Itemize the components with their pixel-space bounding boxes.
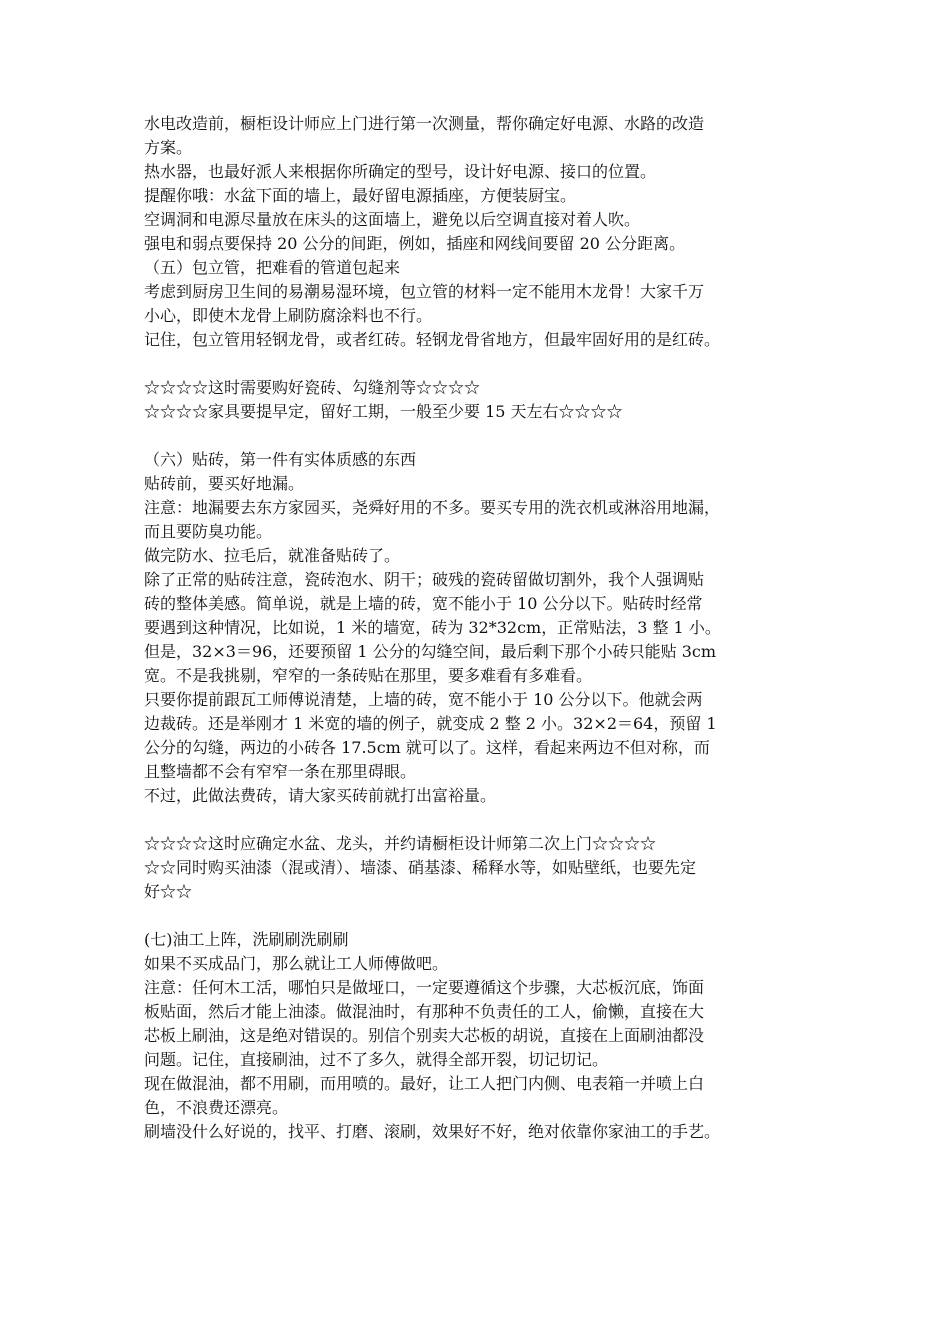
text-line: 热水器，也最好派人来根据你所确定的型号，设计好电源、接口的位置。 (144, 162, 657, 181)
blank-line (144, 352, 812, 376)
starred-note: ☆☆☆☆家具要提早定，留好工期，一般至少要 15 天左右☆☆☆☆ (144, 402, 623, 421)
text-line: 记住，包立管用轻钢龙骨，或者红砖。轻钢龙骨省地方，但最牢固好用的是红砖。 (144, 330, 721, 349)
text-line: 且整墙都不会有窄窄一条在那里碍眼。 (144, 762, 417, 781)
blank-line (144, 424, 812, 448)
text-line: 而且要防臭功能。 (144, 522, 273, 541)
text-line: 边裁砖。还是举刚才 1 米宽的墙的例子，就变成 2 整 2 小。32×2＝64，预留 1 (144, 714, 717, 733)
text-line: 只要你提前跟瓦工师傅说清楚，上墙的砖，宽不能小于 10 公分以下。他就会两 (144, 690, 703, 709)
text-line: 砖的整体美感。简单说，就是上墙的砖，宽不能小于 10 公分以下。贴砖时经常 (144, 594, 703, 613)
starred-note: ☆☆☆☆这时需要购好瓷砖、勾缝剂等☆☆☆☆ (144, 378, 481, 397)
text-line: 现在做混油，都不用刷，而用喷的。最好，让工人把门内侧、电表箱一并喷上白 (144, 1074, 705, 1093)
text-line: 色，不浪费还漂亮。 (144, 1098, 289, 1117)
text-line: 考虑到厨房卫生间的易潮易湿环境，包立管的材料一定不能用木龙骨！大家千万 (144, 282, 705, 301)
starred-note: 好☆☆ (144, 882, 193, 901)
text-line: 水电改造前，橱柜设计师应上门进行第一次测量，帮你确定好电源、水路的改造 (144, 114, 705, 133)
blank-line (144, 904, 812, 928)
text-line: 板贴面，然后才能上油漆。做混油时，有那种不负责任的工人，偷懒，直接在大 (144, 1002, 705, 1021)
text-line: 如果不买成品门，那么就让工人师傅做吧。 (144, 954, 449, 973)
text-line: 除了正常的贴砖注意，瓷砖泡水、阴干；破残的瓷砖留做切割外，我个人强调贴 (144, 570, 705, 589)
text-line: 提醒你哦：水盆下面的墙上，最好留电源插座，方便装厨宝。 (144, 186, 577, 205)
text-line: 不过，此做法费砖，请大家买砖前就打出富裕量。 (144, 786, 497, 805)
section-heading: （五）包立管，把难看的管道包起来 (144, 258, 401, 277)
text-line: 芯板上刷油，这是绝对错误的。别信个别卖大芯板的胡说，直接在上面刷油都没 (144, 1026, 705, 1045)
text-line: 注意：地漏要去东方家园买，尧舜好用的不多。要买专用的洗衣机或淋浴用地漏， (144, 498, 721, 517)
blank-line (144, 808, 812, 832)
starred-note: ☆☆☆☆这时应确定水盆、龙头，并约请橱柜设计师第二次上门☆☆☆☆ (144, 834, 657, 853)
text-line: 但是，32×3＝96，还要预留 1 公分的勾缝空间，最后剩下那个小砖只能贴 3cm (144, 642, 717, 661)
text-line: 刷墙没什么好说的，找平、打磨、滚刷，效果好不好，绝对依靠你家油工的手艺。 (144, 1122, 721, 1141)
text-line: 方案。 (144, 138, 193, 157)
section-heading: （六）贴砖，第一件有实体质感的东西 (144, 450, 417, 469)
document-body (144, 112, 812, 1144)
text-line: 要遇到这种情况，比如说，1 米的墙宽，砖为 32*32cm，正常贴法，3 整 1 小。 (144, 618, 721, 637)
starred-note: ☆☆同时购买油漆（混或清）、墙漆、硝基漆、稀释水等，如贴壁纸，也要先定 (144, 858, 697, 877)
section-heading: (七)油工上阵，洗刷刷洗刷刷 (144, 930, 349, 949)
text-line: 小心，即使木龙骨上刷防腐涂料也不行。 (144, 306, 433, 325)
text-line: 公分的勾缝，两边的小砖各 17.5cm 就可以了。这样，看起来两边不但对称，而 (144, 738, 710, 757)
text-line: 注意：任何木工活，哪怕只是做垭口，一定要遵循这个步骤，大芯板沉底，饰面 (144, 978, 705, 997)
text-line: 贴砖前，要买好地漏。 (144, 474, 305, 493)
text-line: 宽。不是我挑剔，窄窄的一条砖贴在那里，要多难看有多难看。 (144, 666, 593, 685)
text-line: 做完防水、拉毛后，就准备贴砖了。 (144, 546, 401, 565)
text-line: 问题。记住，直接刷油，过不了多久，就得全部开裂，切记切记。 (144, 1050, 609, 1069)
text-line: 空调洞和电源尽量放在床头的这面墙上，避免以后空调直接对着人吹。 (144, 210, 641, 229)
text-line: 强电和弱点要保持 20 公分的间距，例如，插座和网线间要留 20 公分距离。 (144, 234, 686, 253)
